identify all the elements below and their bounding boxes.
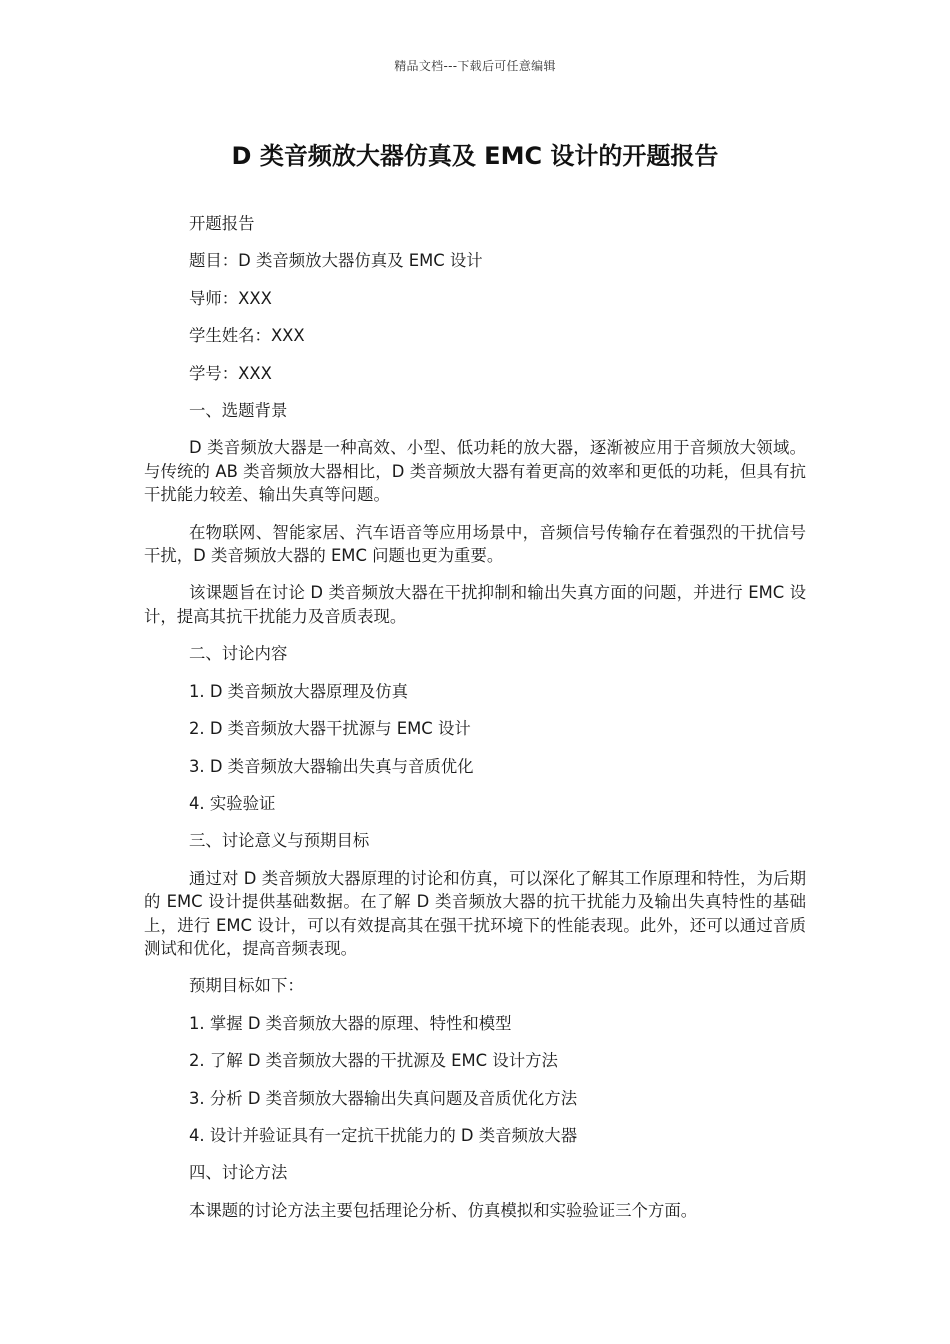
document-title: D 类音频放大器仿真及 EMC 设计的开题报告	[231, 142, 719, 170]
section-heading-content: 二、讨论内容	[189, 644, 288, 664]
background-paragraph: 该课题旨在讨论 D 类音频放大器在干扰抑制和输出失真方面的问题，并进行 EMC 设计，提高其抗干扰能力及音质表现。	[144, 583, 806, 626]
background-paragraph: D 类音频放大器是一种高效、小型、低功耗的放大器，逐渐被应用于音频放大领域。与传统的 AB 类音频放大器相比，D 类音频放大器有着更高的效率和更低的功耗，但具有抗干扰能力较差、输出失真等问题。	[144, 438, 806, 505]
goal-list-item: 1. 掌握 D 类音频放大器的原理、特性和模型	[189, 1013, 512, 1033]
header-watermark: 精品文档---下载后可任意编辑	[394, 59, 556, 73]
significance-paragraph: 通过对 D 类音频放大器原理的讨论和仿真，可以深化了解其工作原理和特性，为后期的 EMC 设计提供基础数据。在了解 D 类音频放大器的抗干扰能力及输出失真特性的基础上，进行 EMC 设计，可以有效提高其在强干扰环境下的性能表现。此外，还可以通过音质测试和优化，提高音频表现。	[144, 868, 806, 958]
document-body	[144, 212, 806, 1236]
section-heading-method: 四、讨论方法	[189, 1163, 288, 1183]
goal-list-item: 2. 了解 D 类音频放大器的干扰源及 EMC 设计方法	[189, 1051, 558, 1071]
background-paragraph: 在物联网、智能家居、汽车语音等应用场景中，音频信号传输存在着强烈的干扰信号干扰，D 类音频放大器的 EMC 问题也更为重要。	[144, 522, 806, 566]
content-list-item: 3. D 类音频放大器输出失真与音质优化	[189, 756, 474, 776]
content-list-item: 4. 实验验证	[189, 793, 276, 813]
goals-intro: 预期目标如下：	[189, 976, 304, 996]
report-label: 开题报告	[189, 214, 255, 233]
content-list-item: 1. D 类音频放大器原理及仿真	[189, 681, 408, 701]
content-list-item: 2. D 类音频放大器干扰源与 EMC 设计	[189, 719, 471, 739]
method-paragraph: 本课题的讨论方法主要包括理论分析、仿真模拟和实验验证三个方面。	[189, 1200, 698, 1220]
goal-list-item: 4. 设计并验证具有一定抗干扰能力的 D 类音频放大器	[189, 1125, 578, 1145]
section-heading-background: 一、选题背景	[189, 401, 288, 421]
student-id-line: 学号：XXX	[189, 363, 272, 383]
goal-list-item: 3. 分析 D 类音频放大器输出失真问题及音质优化方法	[189, 1088, 578, 1108]
section-heading-significance: 三、讨论意义与预期目标	[189, 831, 370, 851]
student-name-line: 学生姓名：XXX	[189, 326, 305, 346]
advisor-line: 导师：XXX	[189, 288, 272, 308]
topic-line: 题目：D 类音频放大器仿真及 EMC 设计	[189, 251, 483, 271]
